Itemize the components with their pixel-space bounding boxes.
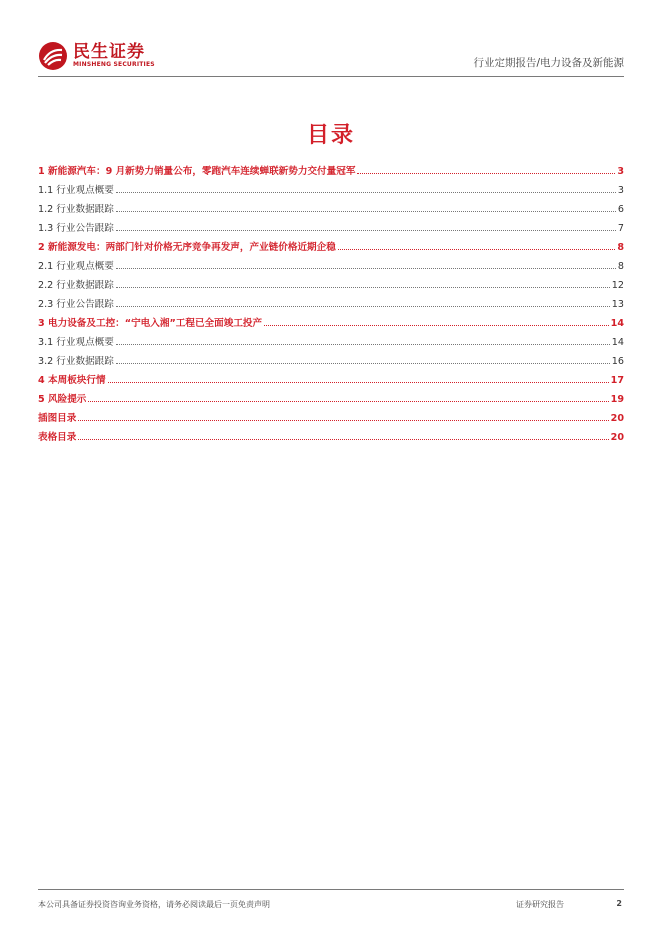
toc-entry[interactable]: [38, 367, 624, 386]
toc-entry-page[interactable]: 12: [611, 280, 624, 291]
toc-entry-label[interactable]: 4 本周板块行情: [38, 375, 106, 386]
toc-leader-dots: [78, 420, 608, 421]
header-divider: [38, 76, 624, 77]
toc-entry-page[interactable]: 20: [610, 432, 624, 443]
toc-entry-page[interactable]: 8: [617, 261, 624, 272]
toc-entry[interactable]: [38, 158, 624, 177]
toc-entry-label[interactable]: 3.1 行业观点概要: [38, 337, 114, 348]
table-of-contents: [38, 158, 624, 443]
toc-entry-page[interactable]: 16: [611, 356, 624, 367]
toc-entry-label[interactable]: 插图目录: [38, 413, 77, 424]
footer-divider: [38, 889, 624, 890]
toc-leader-dots: [338, 249, 615, 250]
toc-entry-label[interactable]: 1.1 行业观点概要: [38, 185, 114, 196]
toc-leader-dots: [116, 192, 616, 193]
toc-entry-label[interactable]: 5 风险提示: [38, 394, 87, 405]
toc-entry[interactable]: [38, 215, 624, 234]
toc-entry-label[interactable]: 1.3 行业公告跟踪: [38, 223, 114, 234]
footer-disclaimer: 本公司具备证券投资咨询业务资格，请务必阅读最后一页免责声明: [38, 900, 270, 909]
toc-leader-dots: [116, 344, 610, 345]
toc-entry-label[interactable]: 2.1 行业观点概要: [38, 261, 114, 272]
page-header: [38, 40, 624, 76]
toc-entry[interactable]: [38, 196, 624, 215]
toc-entry-label[interactable]: 1 新能源汽车：9 月新势力销量公布，零跑汽车连续蝉联新势力交付量冠军: [38, 166, 356, 177]
report-category: 行业定期报告/电力设备及新能源: [473, 57, 624, 69]
logo-chinese-name: 民生证券: [73, 42, 145, 62]
toc-entry[interactable]: [38, 329, 624, 348]
toc-leader-dots: [108, 382, 609, 383]
toc-entry[interactable]: [38, 310, 624, 329]
toc-leader-dots: [116, 230, 616, 231]
toc-entry-page[interactable]: 19: [610, 394, 624, 405]
toc-entry[interactable]: [38, 253, 624, 272]
toc-entry-page[interactable]: 8: [617, 242, 624, 253]
toc-entry[interactable]: [38, 272, 624, 291]
toc-entry-page[interactable]: 14: [611, 337, 624, 348]
page-title: 目录: [306, 123, 355, 148]
toc-entry-page[interactable]: 3: [617, 166, 624, 177]
toc-entry[interactable]: [38, 348, 624, 367]
toc-leader-dots: [116, 268, 616, 269]
toc-entry-label[interactable]: 2.2 行业数据跟踪: [38, 280, 114, 291]
toc-entry-label[interactable]: 2.3 行业公告跟踪: [38, 299, 114, 310]
footer-doc-type: 证券研究报告: [516, 900, 564, 909]
toc-leader-dots: [78, 439, 608, 440]
toc-entry-page[interactable]: 17: [610, 375, 624, 386]
logo-english-name: MINSHENG SECURITIES: [73, 61, 155, 68]
company-logo: [38, 40, 155, 72]
toc-entry[interactable]: [38, 386, 624, 405]
toc-leader-dots: [116, 306, 610, 307]
toc-entry-label[interactable]: 3 电力设备及工控：“宁电入湘”工程已全面竣工投产: [38, 318, 263, 329]
toc-entry-page[interactable]: 20: [610, 413, 624, 424]
minsheng-logo-icon: [38, 41, 68, 71]
toc-entry[interactable]: [38, 234, 624, 253]
toc-entry[interactable]: [38, 177, 624, 196]
toc-leader-dots: [116, 363, 610, 364]
toc-entry-page[interactable]: 7: [617, 223, 624, 234]
toc-leader-dots: [88, 401, 608, 402]
toc-entry-label[interactable]: 3.2 行业数据跟踪: [38, 356, 114, 367]
toc-leader-dots: [357, 173, 615, 174]
toc-entry[interactable]: [38, 405, 624, 424]
toc-leader-dots: [116, 287, 610, 288]
toc-entry-page[interactable]: 13: [611, 299, 624, 310]
toc-entry-label[interactable]: 2 新能源发电：两部门针对价格无序竞争再发声，产业链价格近期企稳: [38, 242, 336, 253]
footer-page-number: 2: [616, 899, 622, 908]
toc-entry[interactable]: [38, 424, 624, 443]
toc-leader-dots: [264, 325, 609, 326]
toc-entry-page[interactable]: 14: [610, 318, 624, 329]
toc-leader-dots: [116, 211, 616, 212]
toc-entry-label[interactable]: 表格目录: [38, 432, 77, 443]
toc-entry[interactable]: [38, 291, 624, 310]
toc-entry-page[interactable]: 6: [617, 204, 624, 215]
toc-entry-page[interactable]: 3: [617, 185, 624, 196]
toc-entry-label[interactable]: 1.2 行业数据跟踪: [38, 204, 114, 215]
